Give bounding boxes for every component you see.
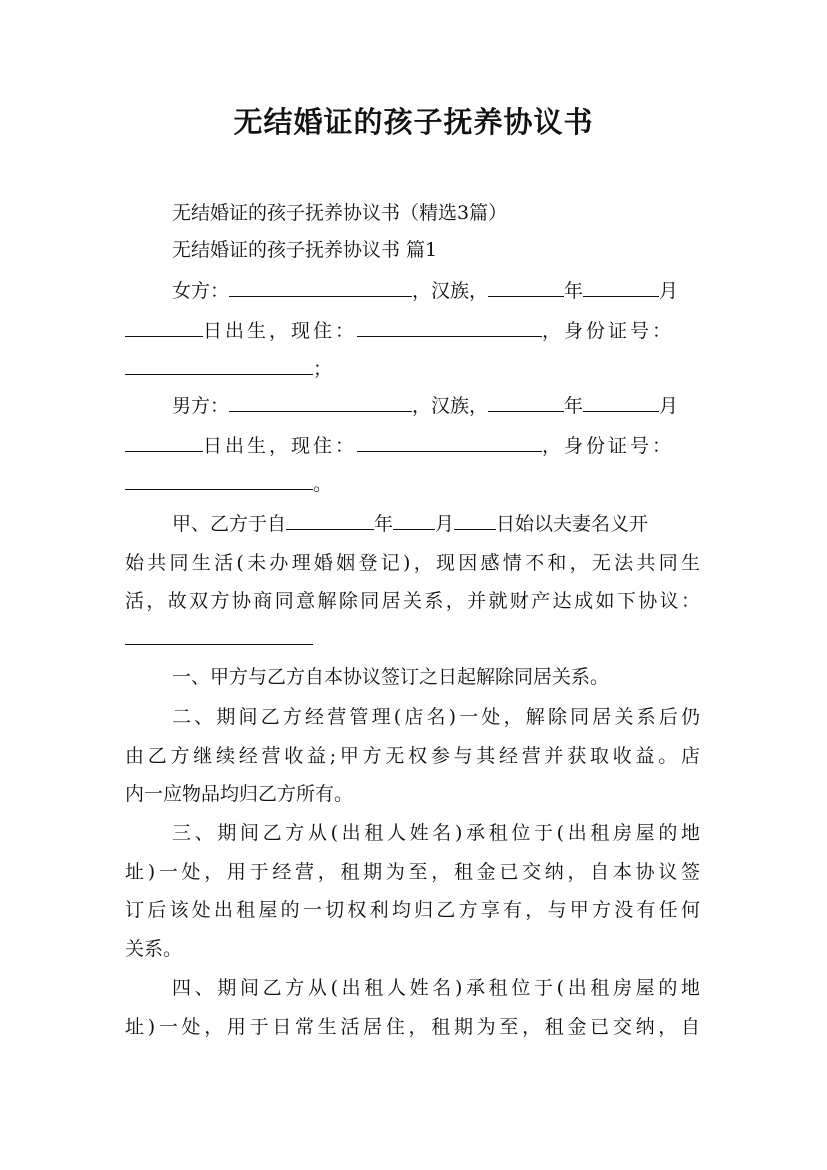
section-heading: 无结婚证的孩子抚养协议书 篇1 [172, 239, 438, 261]
agreement-blank [125, 626, 313, 645]
document-title: 无结婚证的孩子抚养协议书 [233, 105, 594, 139]
male-day-blank [125, 433, 203, 452]
clause-3-line-4: 关系。 [125, 938, 183, 960]
intro-line-3: 活，故双方协商同意解除同居关系，并就财产达成如下协议： [125, 590, 700, 612]
female-day-blank [125, 318, 203, 337]
male-label: 男方： [172, 395, 230, 417]
intro-line-2: 始共同生活(未办理婚姻登记)，现因感情不和，无法共同生 [125, 552, 700, 574]
female-id-blank [125, 356, 313, 375]
female-year-blank [488, 278, 564, 297]
female-line-2 [125, 318, 700, 344]
intro-prefix: 甲、乙方于自 [172, 513, 287, 535]
clause-2-line-3: 内一应物品均归乙方所有。 [125, 783, 354, 805]
male-name-blank [229, 393, 412, 412]
intro-month-blank [393, 511, 435, 530]
female-month-blank [583, 278, 659, 297]
female-label: 女方： [172, 280, 230, 302]
male-year-label: 年 [564, 395, 584, 417]
male-line-2 [125, 433, 700, 459]
female-ethnicity: ，汉族， [412, 280, 489, 302]
female-month-label: 月 [659, 280, 679, 302]
intro-line-4 [125, 626, 700, 652]
intro-day-blank [454, 511, 496, 530]
male-year-blank [488, 393, 564, 412]
male-id-blank [125, 471, 313, 490]
clause-2-line-2: 由乙方继续经营收益;甲方无权参与其经营并获取收益。店 [125, 745, 700, 767]
clause-4-line-2: 址)一处，用于日常生活居住，租期为至，租金已交纳，自 [125, 1016, 700, 1038]
intro-day-text: 日始以夫妻名义开 [496, 513, 649, 535]
intro-year-blank [286, 511, 374, 530]
female-end: ； [313, 358, 333, 380]
female-id-label: ，身份证号： [542, 320, 675, 342]
clause-3-line-2: 址)一处，用于经营，租期为至，租金已交纳，自本协议签 [125, 861, 700, 883]
female-line-1 [172, 278, 700, 304]
male-line-1 [172, 393, 700, 419]
female-year-label: 年 [564, 280, 584, 302]
clause-3-line-1: 三、期间乙方从(出租人姓名)承租位于(出租房屋的地 [172, 822, 700, 844]
male-born-label: 日出生，现住： [203, 435, 358, 457]
clause-3-line-3: 订后该处出租屋的一切权利均归乙方享有，与甲方没有任何 [125, 899, 700, 921]
male-ethnicity: ，汉族， [412, 395, 489, 417]
male-id-label: ，身份证号： [542, 435, 675, 457]
male-month-label: 月 [659, 395, 679, 417]
intro-year-label: 年 [374, 513, 394, 535]
female-line-3 [125, 356, 700, 382]
clause-4-line-1: 四、期间乙方从(出租人姓名)承租位于(出租房屋的地 [172, 977, 700, 999]
intro-line-1 [172, 511, 700, 537]
clause-1: 一、甲方与乙方自本协议签订之日起解除同居关系。 [172, 666, 610, 688]
male-end: 。 [313, 473, 333, 495]
female-name-blank [229, 278, 412, 297]
clause-2-line-1: 二、期间乙方经营管理(店名)一处，解除同居关系后仍 [172, 706, 700, 728]
male-month-blank [583, 393, 659, 412]
male-address-blank [357, 433, 542, 452]
female-address-blank [357, 318, 542, 337]
intro-month-label: 月 [435, 513, 455, 535]
subtitle-line: 无结婚证的孩子抚养协议书（精选3篇） [172, 202, 508, 224]
male-line-3 [125, 471, 700, 497]
female-born-label: 日出生，现住： [203, 320, 358, 342]
